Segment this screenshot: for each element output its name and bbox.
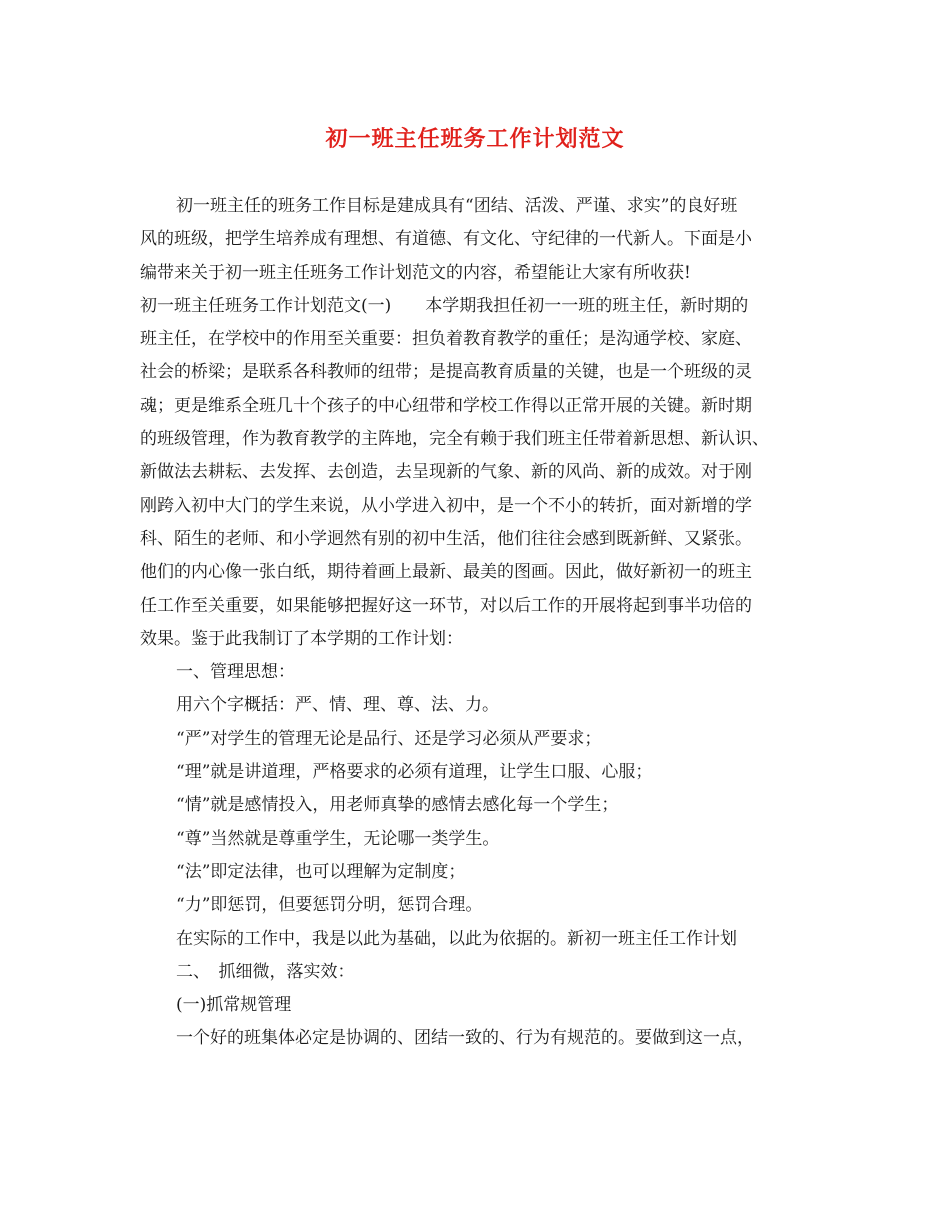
paragraph-line: 初一班主任班务工作计划范文(一) 本学期我担任初一一班的班主任，新时期的 <box>140 295 749 316</box>
paragraph-line: 他们的内心像一张白纸，期待着画上最新、最美的图画。因此，做好新初一的班主 <box>140 562 752 583</box>
paragraph-line: 科、陌生的老师、和小学迥然有别的初中生活，他们往往会感到既新鲜、又紧张。 <box>140 528 752 549</box>
paragraph-line: 在实际的工作中，我是以此为基础，以此为依据的。新初一班主任工作计划 <box>176 928 737 949</box>
paragraph-line: 魂；更是维系全班几十个孩子的中心纽带和学校工作得以正常开展的关键。新时期 <box>140 395 752 416</box>
document-title: 初一班主任班务工作计划范文 <box>325 126 625 152</box>
list-item: “严”对学生的管理无论是品行、还是学习必须从严要求； <box>176 728 602 749</box>
section-heading: 二、 抓细微，落实效： <box>176 961 355 982</box>
list-item: “法”即定法律，也可以理解为定制度； <box>176 861 466 882</box>
paragraph-line: 效果。鉴于此我制订了本学期的工作计划： <box>140 628 463 649</box>
paragraph-line: 一个好的班集体必定是协调的、团结一致的、行为有规范的。要做到这一点， <box>176 1028 754 1049</box>
list-item: “理”就是讲道理，严格要求的必须有道理，让学生口服、心服； <box>176 762 653 783</box>
paragraph-line: 初一班主任的班务工作目标是建成具有“团结、活泼、严谨、求实”的良好班 <box>176 196 738 216</box>
subsection-heading: (一)抓常规管理 <box>176 995 292 1016</box>
list-item: “力”即惩罚，但要惩罚分明，惩罚合理。 <box>176 895 483 916</box>
paragraph-line: 社会的桥梁；是联系各科教师的纽带；是提高教育质量的关键，也是一个班级的灵 <box>140 362 752 383</box>
paragraph-line: 风的班级，把学生培养成有理想、有道德、有文化、守纪律的一代新人。下面是小 <box>140 229 752 250</box>
paragraph-line: 班主任，在学校中的作用至关重要：担负着教育教学的重任；是沟通学校、家庭、 <box>140 329 752 350</box>
paragraph-line: 刚跨入初中大门的学生来说，从小学进入初中，是一个不小的转折，面对新增的学 <box>140 495 752 516</box>
list-item: “情”就是感情投入，用老师真挚的感情去感化每一个学生； <box>176 795 619 816</box>
paragraph-line: 用六个字概括：严、情、理、尊、法、力。 <box>176 695 499 716</box>
list-item: “尊”当然就是尊重学生，无论哪一类学生。 <box>176 828 500 849</box>
paragraph-line: 编带来关于初一班主任班务工作计划范文的内容，希望能让大家有所收获! <box>140 262 691 283</box>
paragraph-line: 的班级管理，作为教育教学的主阵地，完全有赖于我们班主任带着新思想、新认识、 <box>140 429 769 450</box>
paragraph-line: 新做法去耕耘、去发挥、去创造，去呈现新的气象、新的风尚、新的成效。对于刚 <box>140 462 752 483</box>
document-body <box>140 190 830 1056</box>
paragraph-line: 任工作至关重要，如果能够把握好这一环节，对以后工作的开展将起到事半功倍的 <box>140 595 752 616</box>
section-heading: 一、管理思想： <box>176 662 295 683</box>
